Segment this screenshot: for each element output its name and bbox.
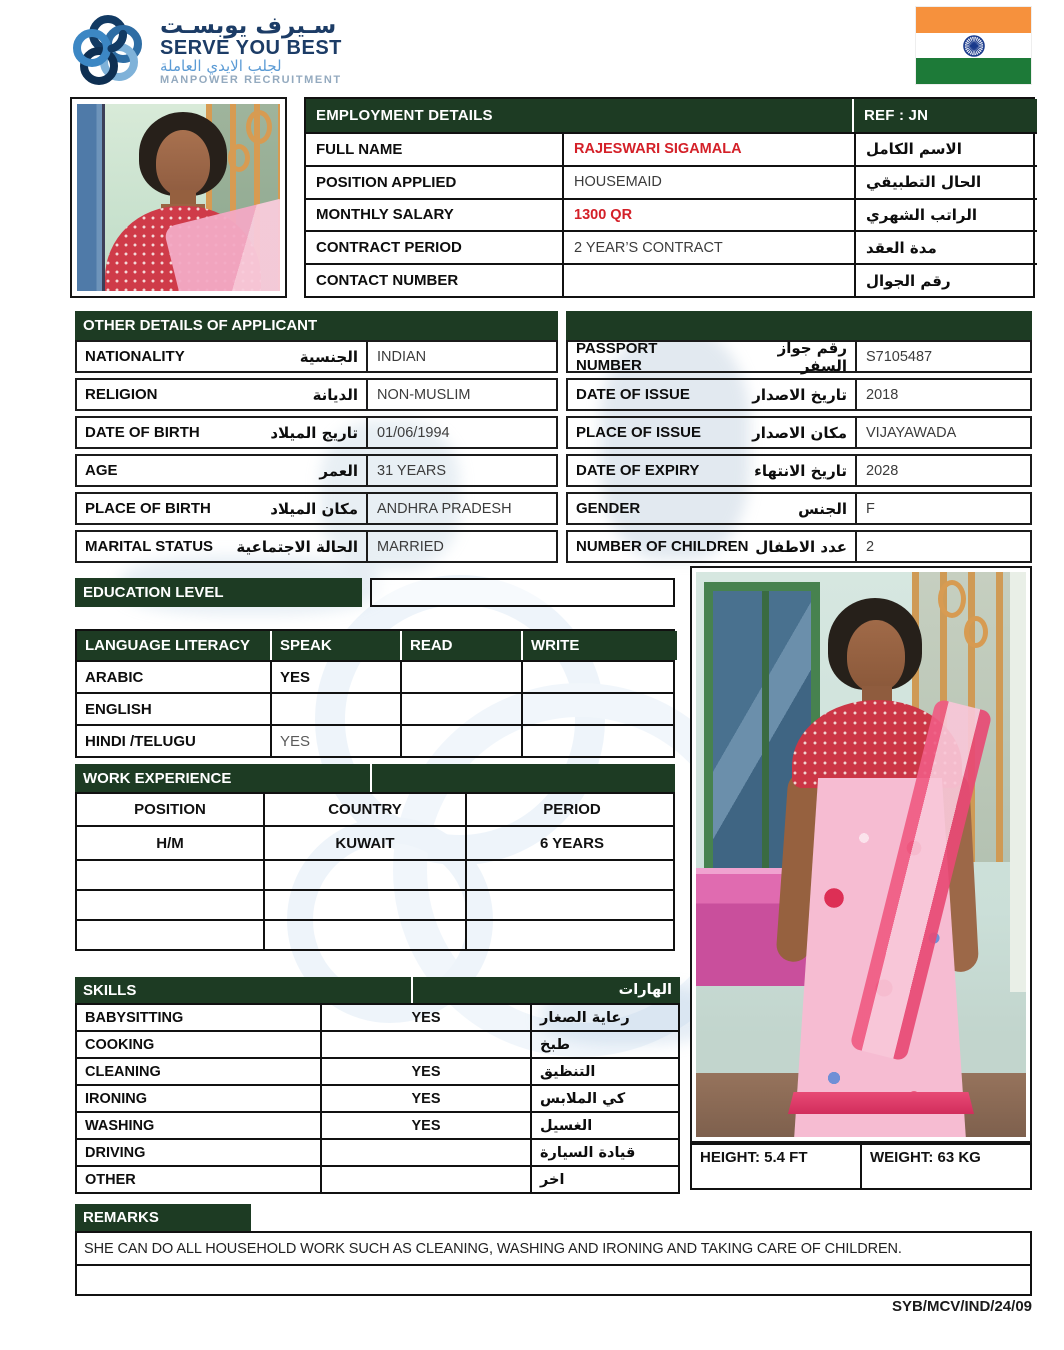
work-experience-header — [75, 764, 675, 792]
date-of-issue-label: DATE OF ISSUE — [576, 386, 690, 403]
passport-number-label: PASSPORT NUMBER — [576, 339, 658, 374]
gender-arabic: الجنس — [798, 499, 847, 518]
education-level-title: EDUCATION LEVEL — [75, 578, 362, 607]
monthly-salary-arabic: الراتب الشهري — [866, 205, 977, 224]
table-row — [75, 454, 1032, 487]
washing-value: YES — [322, 1113, 532, 1138]
place-of-birth-label: PLACE OF BIRTH — [85, 500, 211, 517]
column-header-position: POSITION — [77, 794, 265, 825]
table-row — [77, 1084, 678, 1111]
nationality-arabic: الجنسية — [299, 347, 358, 366]
ironing-arabic: كي الملابس — [540, 1090, 626, 1107]
arabic-read-value — [402, 662, 523, 692]
monthly-salary-value: 1300 QR — [564, 200, 856, 231]
place-of-issue-arabic: مكان الاصدار — [752, 423, 847, 442]
other-skill-arabic: اخر — [540, 1171, 565, 1188]
height-value: HEIGHT: 5.4 FT — [692, 1145, 862, 1188]
cleaning-label: CLEANING — [77, 1059, 322, 1084]
arabic-speak-value: YES — [272, 662, 402, 692]
table-row — [306, 230, 1037, 263]
cleaning-arabic: التنظيق — [540, 1063, 596, 1080]
ironing-value: YES — [322, 1086, 532, 1111]
brand-name: SERVE YOU BEST — [160, 36, 342, 59]
applicant-full-body-photo — [690, 566, 1032, 1143]
cleaning-value: YES — [322, 1059, 532, 1084]
education-level-section — [75, 578, 675, 607]
date-of-expiry-value: 2028 — [866, 462, 899, 479]
applicant-portrait-photo — [70, 97, 287, 298]
experience-country-value: KUWAIT — [265, 827, 467, 859]
nationality-value: INDIAN — [377, 348, 427, 365]
hindi-write-value — [523, 726, 677, 756]
table-row — [75, 340, 1032, 373]
date-of-issue-arabic: تاريخ الاصدار — [752, 385, 847, 404]
skills-header — [75, 977, 680, 1003]
table-row — [306, 198, 1037, 231]
experience-position-value: H/M — [77, 827, 265, 859]
remarks-box — [75, 1231, 1032, 1296]
nationality-label: NATIONALITY — [85, 348, 185, 365]
ironing-label: IRONING — [77, 1086, 322, 1111]
ashoka-chakra-icon — [962, 34, 986, 58]
babysitting-arabic: رعاية الصغار — [540, 1009, 630, 1026]
date-of-birth-value: 01/06/1994 — [377, 424, 450, 441]
age-label: AGE — [85, 462, 118, 479]
passport-number-value: S7105487 — [866, 348, 933, 365]
contact-number-label: CONTACT NUMBER — [306, 265, 564, 296]
document-reference-code: SYB/MCV/IND/24/09 — [891, 1298, 1032, 1315]
date-of-expiry-label: DATE OF EXPIRY — [576, 462, 700, 479]
column-header-language: LANGUAGE LITERACY — [77, 631, 272, 660]
work-experience-column-headers — [77, 792, 673, 825]
contract-period-value: 2 YEAR’S CONTRACT — [564, 232, 856, 263]
skills-title: SKILLS — [75, 977, 413, 1003]
table-row — [77, 1165, 678, 1192]
full-name-label: FULL NAME — [306, 134, 564, 165]
other-details-title: OTHER DETAILS OF APPLICANT — [75, 311, 558, 340]
table-row — [77, 1057, 678, 1084]
other-skill-label: OTHER — [77, 1167, 322, 1192]
contract-period-label: CONTRACT PERIOD — [306, 232, 564, 263]
contract-period-arabic: مدة العقد — [866, 238, 937, 257]
gender-label: GENDER — [576, 500, 641, 517]
table-row — [75, 416, 1032, 449]
table-row — [77, 692, 673, 724]
place-of-birth-value: ANDHRA PRADESH — [377, 500, 512, 517]
position-applied-label: POSITION APPLIED — [306, 167, 564, 198]
passport-number-arabic: رقم جواز السفر — [777, 338, 847, 375]
table-row — [306, 165, 1037, 198]
number-of-children-value: 2 — [866, 538, 875, 555]
company-logo — [66, 4, 386, 96]
driving-label: DRIVING — [77, 1140, 322, 1165]
language-english-label: ENGLISH — [77, 694, 272, 724]
other-details-table — [75, 340, 1032, 568]
employment-details-table — [304, 97, 1035, 298]
english-write-value — [523, 694, 677, 724]
table-row — [77, 1111, 678, 1138]
age-value: 31 YEARS — [377, 462, 447, 479]
experience-period-value: 6 YEARS — [540, 834, 604, 852]
remarks-text: SHE CAN DO ALL HOUSEHOLD WORK SUCH AS CLEANING, WASHING AND IRONING AND TAKING CARE OF CHILDREN. — [84, 1240, 902, 1257]
remarks-empty-row — [77, 1264, 1030, 1294]
date-of-birth-arabic: تاريج الميلاد — [270, 423, 358, 442]
column-header-country: COUNTRY — [265, 794, 467, 825]
table-row — [77, 1030, 678, 1057]
column-header-speak: SPEAK — [272, 631, 402, 660]
number-of-children-label: NUMBER OF CHILDREN — [576, 538, 749, 555]
place-of-birth-arabic: مكان الميلاد — [270, 499, 358, 518]
age-arabic: العمر — [319, 461, 358, 480]
washing-label: WASHING — [77, 1113, 322, 1138]
column-header-read: READ — [402, 631, 523, 660]
cooking-label: COOKING — [77, 1032, 322, 1057]
reference-number: REF : JN — [864, 107, 929, 124]
weight-value: WEIGHT: 63 KG — [870, 1149, 981, 1166]
column-header-write: WRITE — [523, 631, 677, 660]
table-row — [77, 660, 673, 692]
table-row — [77, 889, 673, 919]
english-speak-value — [272, 694, 402, 724]
table-row — [77, 1138, 678, 1165]
english-read-value — [402, 694, 523, 724]
work-experience-table — [75, 792, 675, 951]
arabic-write-value — [523, 662, 677, 692]
india-flag — [915, 6, 1032, 85]
religion-label: RELIGION — [85, 386, 158, 403]
language-literacy-table — [75, 629, 675, 758]
religion-value: NON-MUSLIM — [377, 386, 471, 403]
marital-status-arabic: الحالة الاجتماعية — [236, 537, 358, 556]
employment-details-header — [306, 99, 1037, 132]
table-row — [306, 132, 1037, 165]
marital-status-value: MARRIED — [377, 538, 444, 555]
contact-number-arabic: رقم الجوال — [866, 271, 951, 290]
skills-table — [75, 1003, 680, 1194]
monthly-salary-label: MONTHLY SALARY — [306, 200, 564, 231]
date-of-expiry-arabic: تاريخ الانتهاء — [754, 461, 847, 480]
position-applied-arabic: الحال التطبيقي — [866, 173, 982, 192]
babysitting-label: BABYSITTING — [77, 1005, 322, 1030]
flag-white-band — [916, 33, 1031, 59]
number-of-children-arabic: عدد الاطفال — [755, 537, 847, 556]
knot-rings-logo-icon — [66, 8, 150, 92]
table-row — [77, 724, 673, 756]
driving-value — [322, 1140, 532, 1165]
brand-name-arabic: سـيرف يوبسـت — [160, 12, 337, 39]
flag-green-band — [916, 58, 1031, 84]
table-row — [75, 378, 1032, 411]
place-of-issue-value: VIJAYAWADA — [866, 424, 957, 441]
cooking-value — [322, 1032, 532, 1057]
brand-tagline: MANPOWER RECRUITMENT — [160, 73, 342, 86]
table-row — [306, 263, 1037, 296]
table-row — [77, 825, 673, 859]
language-literacy-header — [77, 631, 673, 660]
hindi-speak-value: YES — [272, 726, 402, 756]
marital-status-label: MARITAL STATUS — [85, 538, 214, 555]
brand-tagline-arabic: لجلب الايدي العاملة — [160, 56, 282, 75]
other-details-header — [75, 311, 1032, 340]
date-of-issue-value: 2018 — [866, 386, 899, 403]
table-row — [75, 530, 1032, 563]
date-of-birth-label: DATE OF BIRTH — [85, 424, 200, 441]
table-row — [75, 492, 1032, 525]
washing-arabic: الغسيل — [540, 1117, 593, 1134]
language-hindi-telugu-label: HINDI /TELUGU — [77, 726, 272, 756]
gender-value: F — [866, 500, 875, 517]
language-arabic-label: ARABIC — [77, 662, 272, 692]
position-applied-value: HOUSEMAID — [564, 167, 856, 198]
full-name-arabic: الاسم الكامل — [866, 140, 962, 159]
remarks-title: REMARKS — [75, 1204, 251, 1231]
driving-arabic: قيادة السيارة — [540, 1144, 636, 1161]
work-experience-title: WORK EXPERIENCE — [75, 764, 372, 792]
column-header-period: PERIOD — [543, 801, 601, 818]
babysitting-value: YES — [322, 1005, 532, 1030]
employment-details-title: EMPLOYMENT DETAILS — [306, 99, 854, 132]
table-row — [77, 1003, 678, 1030]
hindi-read-value — [402, 726, 523, 756]
education-level-value — [370, 578, 675, 607]
contact-number-value — [564, 265, 856, 296]
physical-stats-row — [690, 1143, 1032, 1190]
table-row — [77, 859, 673, 889]
full-name-value: RAJESWARI SIGAMALA — [564, 134, 856, 165]
table-row — [77, 919, 673, 949]
place-of-issue-label: PLACE OF ISSUE — [576, 424, 702, 441]
skills-title-arabic: الهارات — [618, 982, 672, 998]
cooking-arabic: طبخ — [540, 1036, 571, 1053]
flag-saffron-band — [916, 7, 1031, 33]
religion-arabic: الديانة — [312, 385, 358, 404]
other-skill-value — [322, 1167, 532, 1192]
